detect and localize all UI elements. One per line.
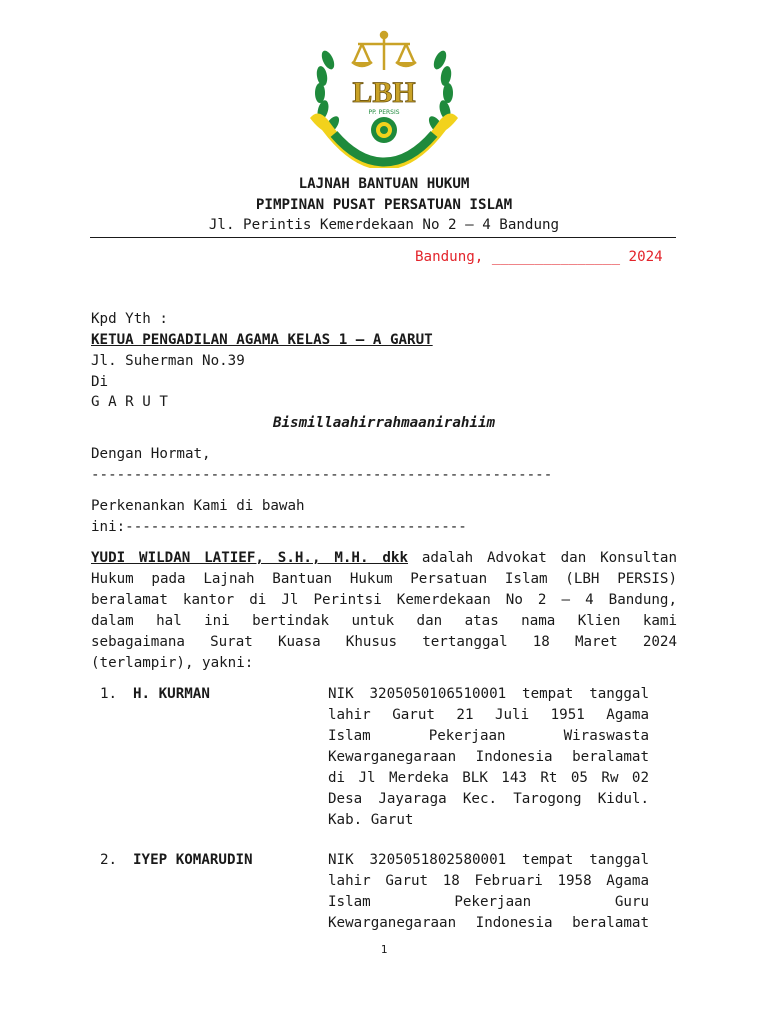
addressee-city: G A R U T [91,394,168,410]
body-line-4: sebagaimana Surat Kuasa Khusus tertanggal 18 Maret 2024 [91,634,677,650]
logo-text: LBH [352,76,416,109]
intro-line-1: Perkenankan Kami di bawah [91,498,305,514]
addressee-kpd: Kpd Yth : [91,311,168,327]
client-number: 1. [100,686,118,702]
advocate-name: YUDI WILDAN LATIEF, S.H., M.H. dkk [91,550,409,566]
client-number: 2. [100,852,118,868]
body-line-5: (terlampir), yakni: [91,655,254,671]
client-name: IYEP KOMARUDIN [133,852,253,868]
addressee-title: KETUA PENGADILAN AGAMA KELAS 1 – A GARUT [91,332,433,348]
addressee-di: Di [91,374,109,390]
client-name: H. KURMAN [133,686,210,702]
page-number: 1 [380,943,388,956]
header-rule [90,237,676,238]
body-paragraph [91,548,677,674]
intro-line-2: ini:---------------------------------------- [91,519,467,535]
body-line-1: Hukum pada Lajnah Bantuan Hukum Persatuan Islam (LBH PERSIS) [91,571,677,587]
org-parent: PIMPINAN PUSAT PERSATUAN ISLAM [255,197,513,213]
body-line-3: dalam hal ini bertindak untuk dan atas nama Klien kami [91,613,677,629]
logo-ring-top: PP. PERSIS [368,109,400,116]
client-details: NIK 3205051802580001 tempat tanggal lahir Garut 18 Februari 1958 Agama Islam Pekerjaan Guru Kewarganegaraan Indonesia beralamat [328,852,649,931]
body-line-2: beralamat kantor di Jl Perintsi Kemerdekaan No 2 – 4 Bandung, [91,592,677,608]
lbh-logo [306,30,462,168]
org-name: LAJNAH BANTUAN HUKUM [298,176,470,192]
date-line: Bandung, _______________ 2024 [415,249,663,265]
basmalah: Bismillaahirrahmaanirahiim [272,415,496,431]
scale-of-justice-icon [352,32,416,70]
separator: ------------------------------------------------------ [91,467,553,483]
body-line-0: YUDI WILDAN LATIEF, S.H., M.H. dkk adalah Advokat dan Konsultan [91,550,677,566]
addressee-street: Jl. Suherman No.39 [91,353,245,369]
org-address: Jl. Perintis Kemerdekaan No 2 – 4 Bandung [208,217,560,233]
client-details: NIK 3205050106510001 tempat tanggal lahir Garut 21 Juli 1951 Agama Islam Pekerjaan Wiraswasta Kewarganegaraan Indonesia beralamat di Jl Merdeka BLK 143 Rt 05 Rw 02 Desa Jayaraga Kec. Tarogong Kidul. Kab. Garut [328,686,649,828]
greeting: Dengan Hormat, [91,446,211,462]
